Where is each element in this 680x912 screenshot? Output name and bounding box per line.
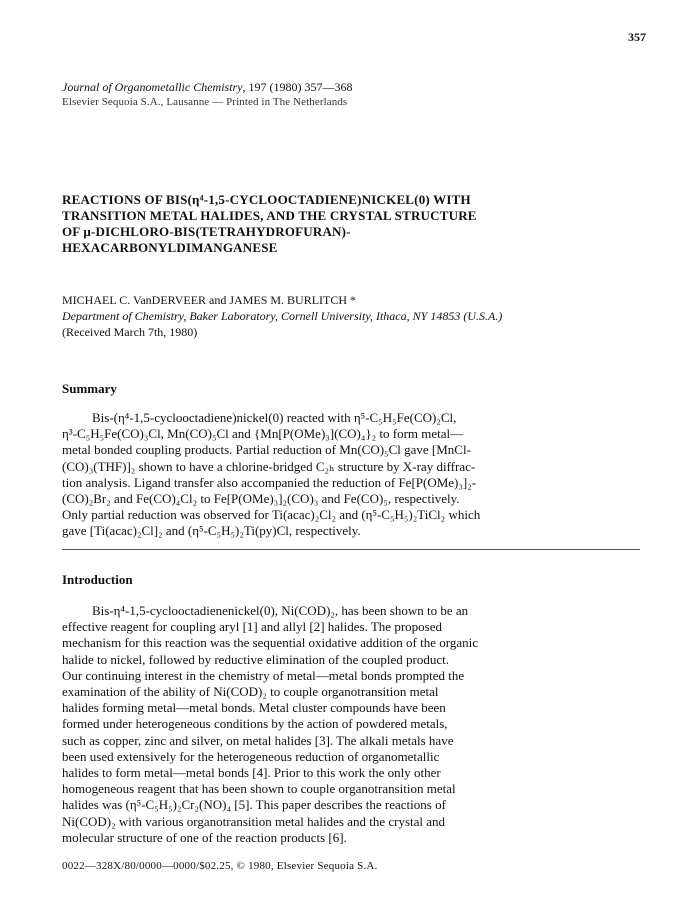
article-title	[62, 192, 602, 256]
summary-line: tion analysis. Ligand transfer also accompanied the reduction of Fe[P(OMe)₃]₂-	[62, 474, 477, 490]
intro-line: molecular structure of one of the reaction products [6].	[62, 829, 347, 845]
intro-line: homogeneous reagent that has been shown to couple organotransition metal	[62, 781, 456, 797]
summary-line: gave [Ti(acac)₂Cl]₂ and (η⁵-C₅H₅)₂Ti(py)Cl, respectively.	[62, 523, 361, 539]
journal-publisher: Elsevier Sequoia S.A., Lausanne — Printed in The Netherlands	[62, 96, 348, 108]
summary-line: (CO)₂Br₂ and Fe(CO)₄Cl₂ to Fe[P(OMe)₃]₂(CO)₃ and Fe(CO)₅, respectively.	[62, 491, 460, 507]
title-line: HEXACARBONYLDIMANGANESE	[62, 240, 278, 255]
author-block	[62, 292, 502, 340]
author-affiliation: Department of Chemistry, Baker Laboratory, Cornell University, Ithaca, NY 14853 (U.S.A.)	[62, 309, 503, 323]
intro-line: halides forming metal—metal bonds. Metal cluster compounds have been	[62, 700, 446, 716]
journal-volume: , 197 (1980) 357—368	[242, 80, 353, 94]
summary-line: η³-C₅H₅Fe(CO)₃Cl, Mn(CO)₅Cl and {Mn[P(OMe)₃](CO)₄}₂ to form metal—	[62, 426, 464, 442]
intro-line: effective reagent for coupling aryl [1] and allyl [2] halides. The proposed	[62, 619, 442, 635]
summary-line: Only partial reduction was observed for Ti(acac)₂Cl₂ and (η⁵-C₅H₅)₂TiCl₂ which	[62, 507, 481, 523]
intro-line: halide to nickel, followed by reductive elimination of the coupled product.	[62, 651, 449, 667]
received-date: (Received March 7th, 1980)	[62, 325, 198, 339]
title-line: OF μ-DICHLORO-BIS(TETRAHYDROFURAN)-	[62, 224, 351, 239]
journal-citation-line	[62, 80, 353, 95]
intro-line: formed under heterogeneous conditions by the action of powdered metals,	[62, 716, 448, 732]
author-names: MICHAEL C. VanDERVEER and JAMES M. BURLITCH *	[62, 293, 357, 307]
journal-header	[62, 80, 353, 110]
intro-line: Our continuing interest in the chemistry of metal—metal bonds prompted the	[62, 667, 465, 683]
intro-line: halides was (η⁵-C₅H₅)₂Cr₂(NO)₄ [5]. This paper describes the reactions of	[62, 797, 446, 813]
summary-body	[62, 410, 642, 540]
intro-line: Ni(COD)₂ with various organotransition metal halides and the crystal and	[62, 813, 446, 829]
intro-line: halides to form metal—metal bonds [4]. Prior to this work the only other	[62, 765, 441, 781]
section-divider	[62, 549, 640, 550]
page-number: 357	[628, 30, 646, 44]
copyright-footer: 0022—328X/80/0000—0000/$02.25, © 1980, Elsevier Sequoia S.A.	[62, 860, 378, 872]
summary-heading: Summary	[62, 381, 117, 396]
intro-line: such as copper, zinc and silver, on metal halides [3]. The alkali metals have	[62, 732, 454, 748]
summary-line: metal bonded coupling products. Partial reduction of Mn(CO)₅Cl gave [MnCl-	[62, 442, 471, 458]
intro-line: examination of the ability of Ni(COD)₂ to couple organotransition metal	[62, 684, 439, 700]
summary-line: Bis-(η⁴-1,5-cyclooctadiene)nickel(0) reacted with η⁵-C₅H₅Fe(CO)₂Cl,	[92, 410, 457, 425]
introduction-heading: Introduction	[62, 572, 133, 587]
title-line: TRANSITION METAL HALIDES, AND THE CRYSTAL STRUCTURE	[62, 208, 477, 223]
introduction-body	[62, 603, 642, 846]
summary-line: (CO)₃(THF)]₂ shown to have a chlorine-bridged C₂ₕ structure by X-ray diffrac-	[62, 458, 476, 474]
intro-line: mechanism for this reaction was the sequential oxidative addition of the organic	[62, 635, 478, 651]
journal-name: Journal of Organometallic Chemistry	[62, 80, 243, 94]
intro-line: been used extensively for the heterogeneous reduction of organometallic	[62, 748, 440, 764]
intro-line: Bis-η⁴-1,5-cyclooctadienenickel(0), Ni(COD)₂, has been shown to be an	[92, 603, 469, 618]
title-line: REACTIONS OF BIS(η⁴-1,5-CYCLOOCTADIENE)NICKEL(0) WITH	[62, 192, 471, 207]
